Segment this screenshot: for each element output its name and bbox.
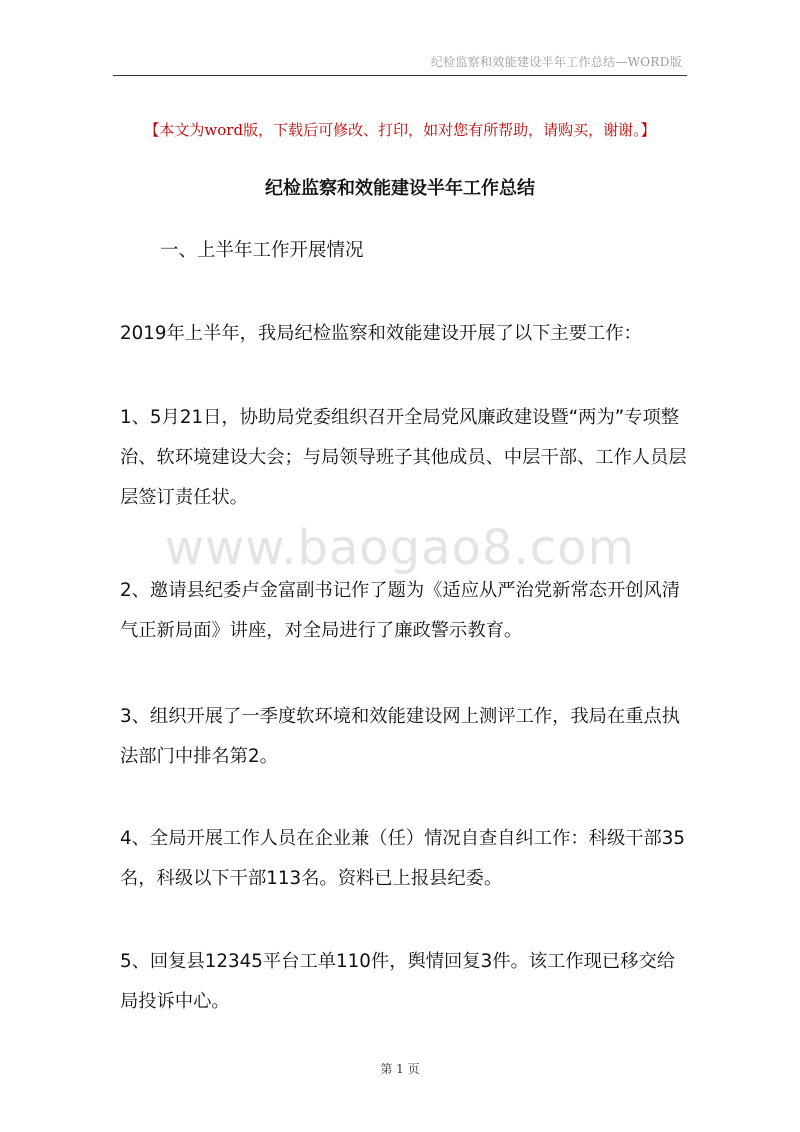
header-divider [113, 75, 687, 76]
running-header: 纪检监察和效能建设半年工作总结—WORD版 [430, 55, 682, 69]
paragraph-item-5: 5、回复县12345平台工单110件，舆情回复3件。该工作现已移交给局投诉中心。 [120, 951, 676, 1012]
paragraph-item-4: 4、全局开展工作人员在企业兼（任）情况自查自纠工作：科级干部35名，科级以下干部113名。资料已上报县纪委。 [120, 828, 686, 889]
paragraph-intro: 2019年上半年，我局纪检监察和效能建设开展了以下主要工作： [120, 323, 642, 344]
document-title: 纪检监察和效能建设半年工作总结 [265, 178, 535, 199]
paragraph-item-3: 3、组织开展了一季度软环境和效能建设网上测评工作，我局在重点执法部门中排名第2。 [120, 706, 681, 767]
section-heading: 一、上半年工作开展情况 [160, 240, 364, 261]
purchase-notice: 【本文为word版，下载后可修改、打印，如对您有所帮助，请购买，谢谢。】 [144, 121, 656, 139]
page-number: 第 1 页 [380, 1062, 420, 1076]
paragraph-item-2: 2、邀请县纪委卢金富副书记作了题为《适应从严治党新常态开创风清气正新局面》讲座，对全局进行了廉政警示教育。 [120, 580, 681, 641]
paragraph-item-1: 1、5月21日，协助局党委组织召开全局党风廉政建设暨“两为”专项整治、软环境建设大会；与局领导班子其他成员、中层干部、工作人员层层签订责任状。 [120, 407, 687, 508]
watermark: www.baogao8.com [164, 520, 636, 576]
